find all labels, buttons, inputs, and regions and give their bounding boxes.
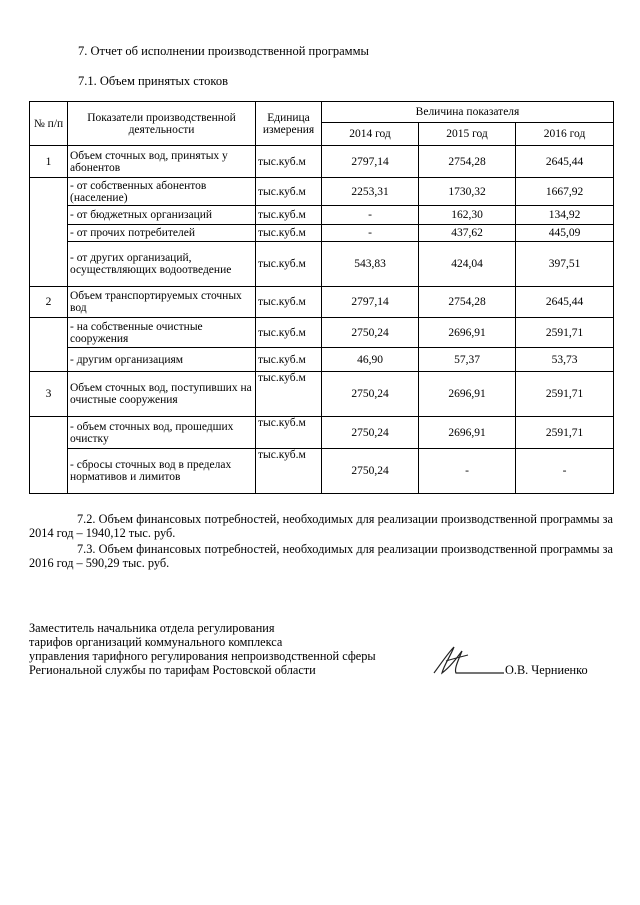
row-value-2016: 2645,44 [516,146,614,178]
row-name: - сбросы сточных вод в пределах нормативов и лимитов [68,449,256,494]
row-value-2015: 2696,91 [419,372,516,417]
row-name: - от собственных абонентов (население) [68,178,256,206]
row-value-2015: 2696,91 [419,417,516,449]
row-unit: тыс.куб.м [256,225,322,242]
row-name: - от бюджетных организаций [68,206,256,225]
row-name: Объем транспортируемых сточных вод [68,287,256,318]
row-value-2015: 1730,32 [419,178,516,206]
row-value-2016: 2591,71 [516,372,614,417]
row-value-2014: - [322,225,419,242]
row-value-2015: 424,04 [419,242,516,287]
row-value-2014: 2750,24 [322,449,419,494]
row-num: 3 [30,372,68,417]
table-row [30,287,614,318]
row-value-2016: 134,92 [516,206,614,225]
signer-position-line: Заместитель начальника отдела регулирования [29,621,275,635]
row-unit: тыс.куб.м [256,372,322,417]
row-value-2015: 437,62 [419,225,516,242]
table-row [30,318,614,348]
row-value-2015: 57,37 [419,348,516,372]
row-value-2014: 2750,24 [322,318,419,348]
handwritten-signature-icon [428,643,508,679]
header-unit: Единица измерения [256,102,322,146]
row-unit: тыс.куб.м [256,417,322,449]
row-name: - объем сточных вод, прошедших очистку [68,417,256,449]
table-row [30,449,614,494]
row-value-2016: 2591,71 [516,318,614,348]
signature-block [29,621,376,677]
subsection-heading: 7.1. Объем принятых стоков [78,74,228,88]
table-row [30,225,614,242]
row-num: 2 [30,287,68,318]
row-num [30,178,68,287]
row-value-2014: 2797,14 [322,287,419,318]
table-row [30,242,614,287]
header-year: 2016 год [516,123,614,146]
paragraph-7-2 [29,512,613,540]
signer-name: О.В. Черниенко [505,663,588,677]
table-row [30,417,614,449]
row-value-2015: 2754,28 [419,287,516,318]
table-row [30,348,614,372]
paragraph-7-3-text: 7.3. Объем финансовых потребностей, необходимых для реализации производственной программы за 2016 год – 590,29 тыс. руб. [29,542,613,570]
row-value-2015: 162,30 [419,206,516,225]
table-row [30,206,614,225]
table-row [30,146,614,178]
signer-position-line: управления тарифного регулирования непроизводственной сферы [29,649,376,663]
row-value-2014: 46,90 [322,348,419,372]
row-unit: тыс.куб.м [256,146,322,178]
row-value-2016: 53,73 [516,348,614,372]
row-value-2014: 543,83 [322,242,419,287]
row-name: - от других организаций, осуществляющих водоотведение [68,242,256,287]
row-value-2016: - [516,449,614,494]
row-value-2016: 397,51 [516,242,614,287]
row-unit: тыс.куб.м [256,287,322,318]
row-value-2016: 1667,92 [516,178,614,206]
paragraph-7-2-text: 7.2. Объем финансовых потребностей, необходимых для реализации производственной программы за 2014 год – 1940,12 тыс. руб. [29,512,613,540]
row-value-2016: 2645,44 [516,287,614,318]
table-row [30,178,614,206]
row-value-2014: 2253,31 [322,178,419,206]
row-unit: тыс.куб.м [256,449,322,494]
row-value-2015: 2754,28 [419,146,516,178]
row-name: - на собственные очистные сооружения [68,318,256,348]
row-value-2016: 445,09 [516,225,614,242]
row-value-2014: 2750,24 [322,372,419,417]
row-num [30,417,68,494]
row-name: Объем сточных вод, поступивших на очистные сооружения [68,372,256,417]
row-name: - от прочих потребителей [68,225,256,242]
header-indicator: Показатели производственной деятельности [68,102,256,146]
row-unit: тыс.куб.м [256,242,322,287]
row-num [30,318,68,372]
signer-position-line: тарифов организаций коммунального комплекса [29,635,283,649]
row-value-2015: 2696,91 [419,318,516,348]
row-unit: тыс.куб.м [256,348,322,372]
paragraph-7-3 [29,542,613,570]
stoki-table [29,101,614,494]
signer-position-line: Региональной службы по тарифам Ростовской области [29,663,316,677]
section-heading: 7. Отчет об исполнении производственной программы [78,44,369,58]
row-value-2014: - [322,206,419,225]
row-unit: тыс.куб.м [256,206,322,225]
row-value-2015: - [419,449,516,494]
row-name: Объем сточных вод, принятых у абонентов [68,146,256,178]
row-value-2016: 2591,71 [516,417,614,449]
header-year: 2015 год [419,123,516,146]
row-unit: тыс.куб.м [256,318,322,348]
header-value: Величина показателя [322,102,614,123]
row-value-2014: 2797,14 [322,146,419,178]
table-row [30,372,614,417]
row-value-2014: 2750,24 [322,417,419,449]
row-num: 1 [30,146,68,178]
header-num: № п/п [30,102,68,146]
row-unit: тыс.куб.м [256,178,322,206]
header-year: 2014 год [322,123,419,146]
row-name: - другим организациям [68,348,256,372]
